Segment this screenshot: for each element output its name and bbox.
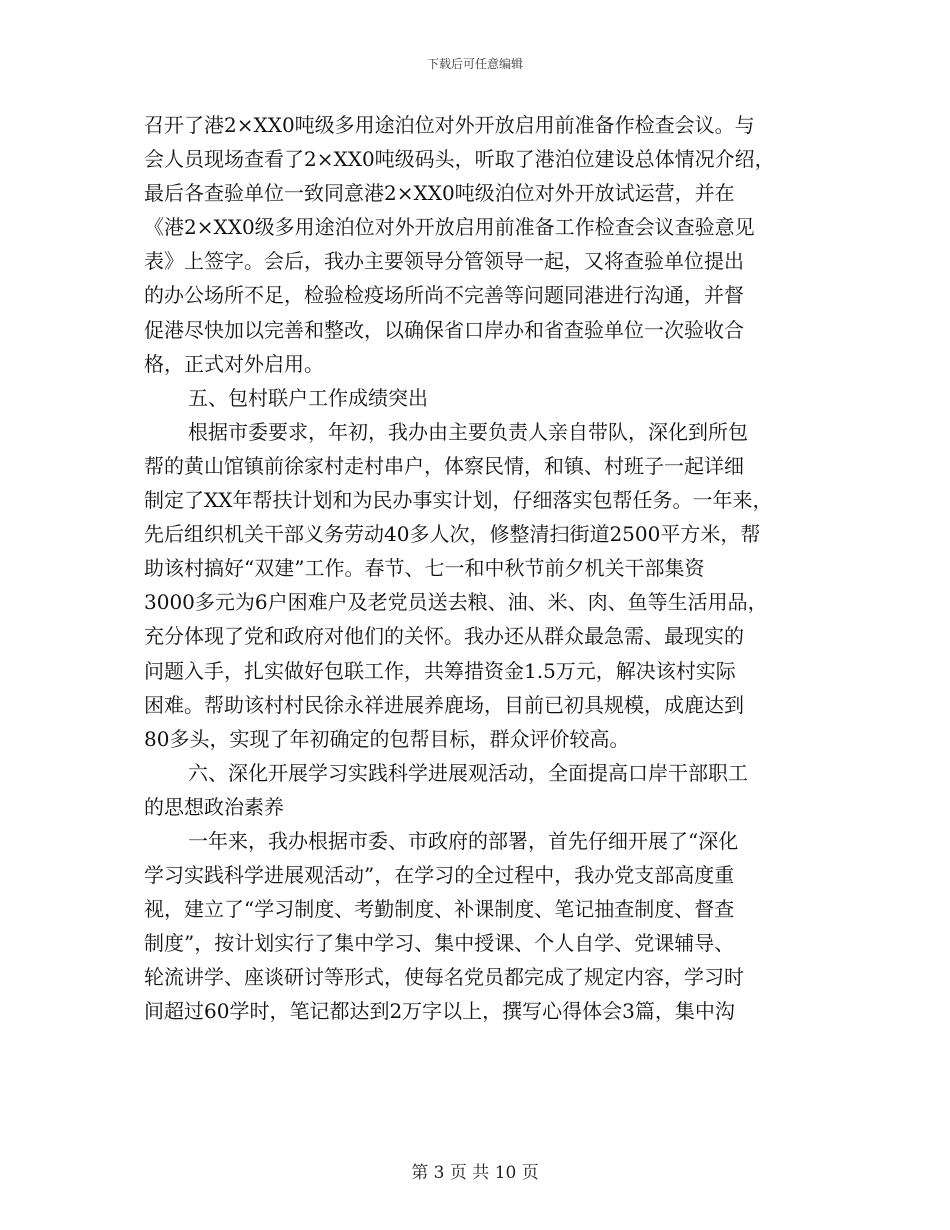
text-line: 表》上签字。会后，我办主要领导分管领导一起，又将查验单位提出	[144, 249, 744, 274]
paragraph-2	[144, 415, 810, 756]
text-line: 召开了港2×XX0吨级多用途泊位对外开放启用前准备作检查会议。与	[144, 113, 755, 137]
text-line: 制定了XX年帮扶计划和为民办事实计划，仔细落实包帮任务。一年来，	[144, 488, 773, 513]
text-line: 最后各查验单位一致同意港2×XX0吨级泊位对外开放试运营，并在	[144, 181, 735, 206]
text-line: 80多头，实现了年初确定的包帮目标，群众评价较高。	[144, 726, 630, 751]
text-line: 制度”，按计划实行了集中学习、集中授课、个人自学、党课辅导、	[144, 931, 735, 956]
text-line: 学习实践科学进展观活动”，在学习的全过程中，我办党支部高度重	[144, 863, 735, 888]
page-header: 下载后可任意编辑	[426, 57, 523, 71]
text-line: 间超过60学时，笔记都达到2万字以上，撰写心得体会3篇，集中沟	[144, 999, 735, 1024]
heading-line: 的思想政治素养	[144, 794, 284, 819]
text-line: 轮流讲学、座谈研讨等形式，使每名党员都完成了规定内容，学习时	[144, 965, 744, 990]
text-line: 的办公场所不足，检验检疫场所尚不完善等问题同港进行沟通，并督	[144, 283, 744, 308]
heading-line: 六、深化开展学习实践科学进展观活动，全面提高口岸干部职工	[188, 760, 748, 785]
section-heading-5	[144, 381, 810, 415]
text-line: 问题入手，扎实做好包联工作，共筹措资金1.5万元，解决该村实际	[144, 658, 736, 683]
text-line: 格，正式对外启用。	[144, 351, 324, 376]
text-line: 3000多元为6户困难户及老党员送去粮、油、米、肉、鱼等生活用品，	[144, 590, 768, 615]
text-line: 促港尽快加以完善和整改，以确保省口岸办和省查验单位一次验收合	[144, 317, 744, 342]
paragraph-3	[144, 824, 810, 1029]
section-heading-6	[144, 756, 810, 824]
text-line: 一年来，我办根据市委、市政府的部署，首先仔细开展了“深化	[188, 828, 739, 853]
text-line: 根据市委要求，年初，我办由主要负责人亲自带队，深化到所包	[188, 419, 748, 444]
text-line: 视，建立了“学习制度、考勤制度、补课制度、笔记抽查制度、督查	[144, 897, 735, 922]
document-body	[144, 108, 810, 1029]
heading-line: 五、包村联户工作成绩突出	[188, 385, 428, 410]
text-line: 助该村搞好“双建”工作。春节、七一和中秋节前夕机关干部集资	[144, 556, 705, 581]
text-line: 先后组织机关干部义务劳动40多人次，修整清扫街道2500平方米，帮	[144, 522, 761, 547]
text-line: 帮的黄山馆镇前徐家村走村串户，体察民情，和镇、村班子一起详细	[144, 453, 744, 478]
text-line: 会人员现场查看了2×XX0吨级码头，听取了港泊位建设总体情况介绍，	[144, 147, 775, 172]
text-line: 困难。帮助该村村民徐永祥进展养鹿场，目前已初具规模，成鹿达到	[144, 692, 744, 717]
text-line: 《港2×XX0级多用途泊位对外开放启用前准备工作检查会议查验意见	[144, 215, 755, 240]
paragraph-1	[144, 108, 810, 381]
text-line: 充分体现了党和政府对他们的关怀。我办还从群众最急需、最现实的	[144, 624, 744, 649]
page-number-footer: 第 3 页 共 10 页	[411, 1163, 539, 1183]
